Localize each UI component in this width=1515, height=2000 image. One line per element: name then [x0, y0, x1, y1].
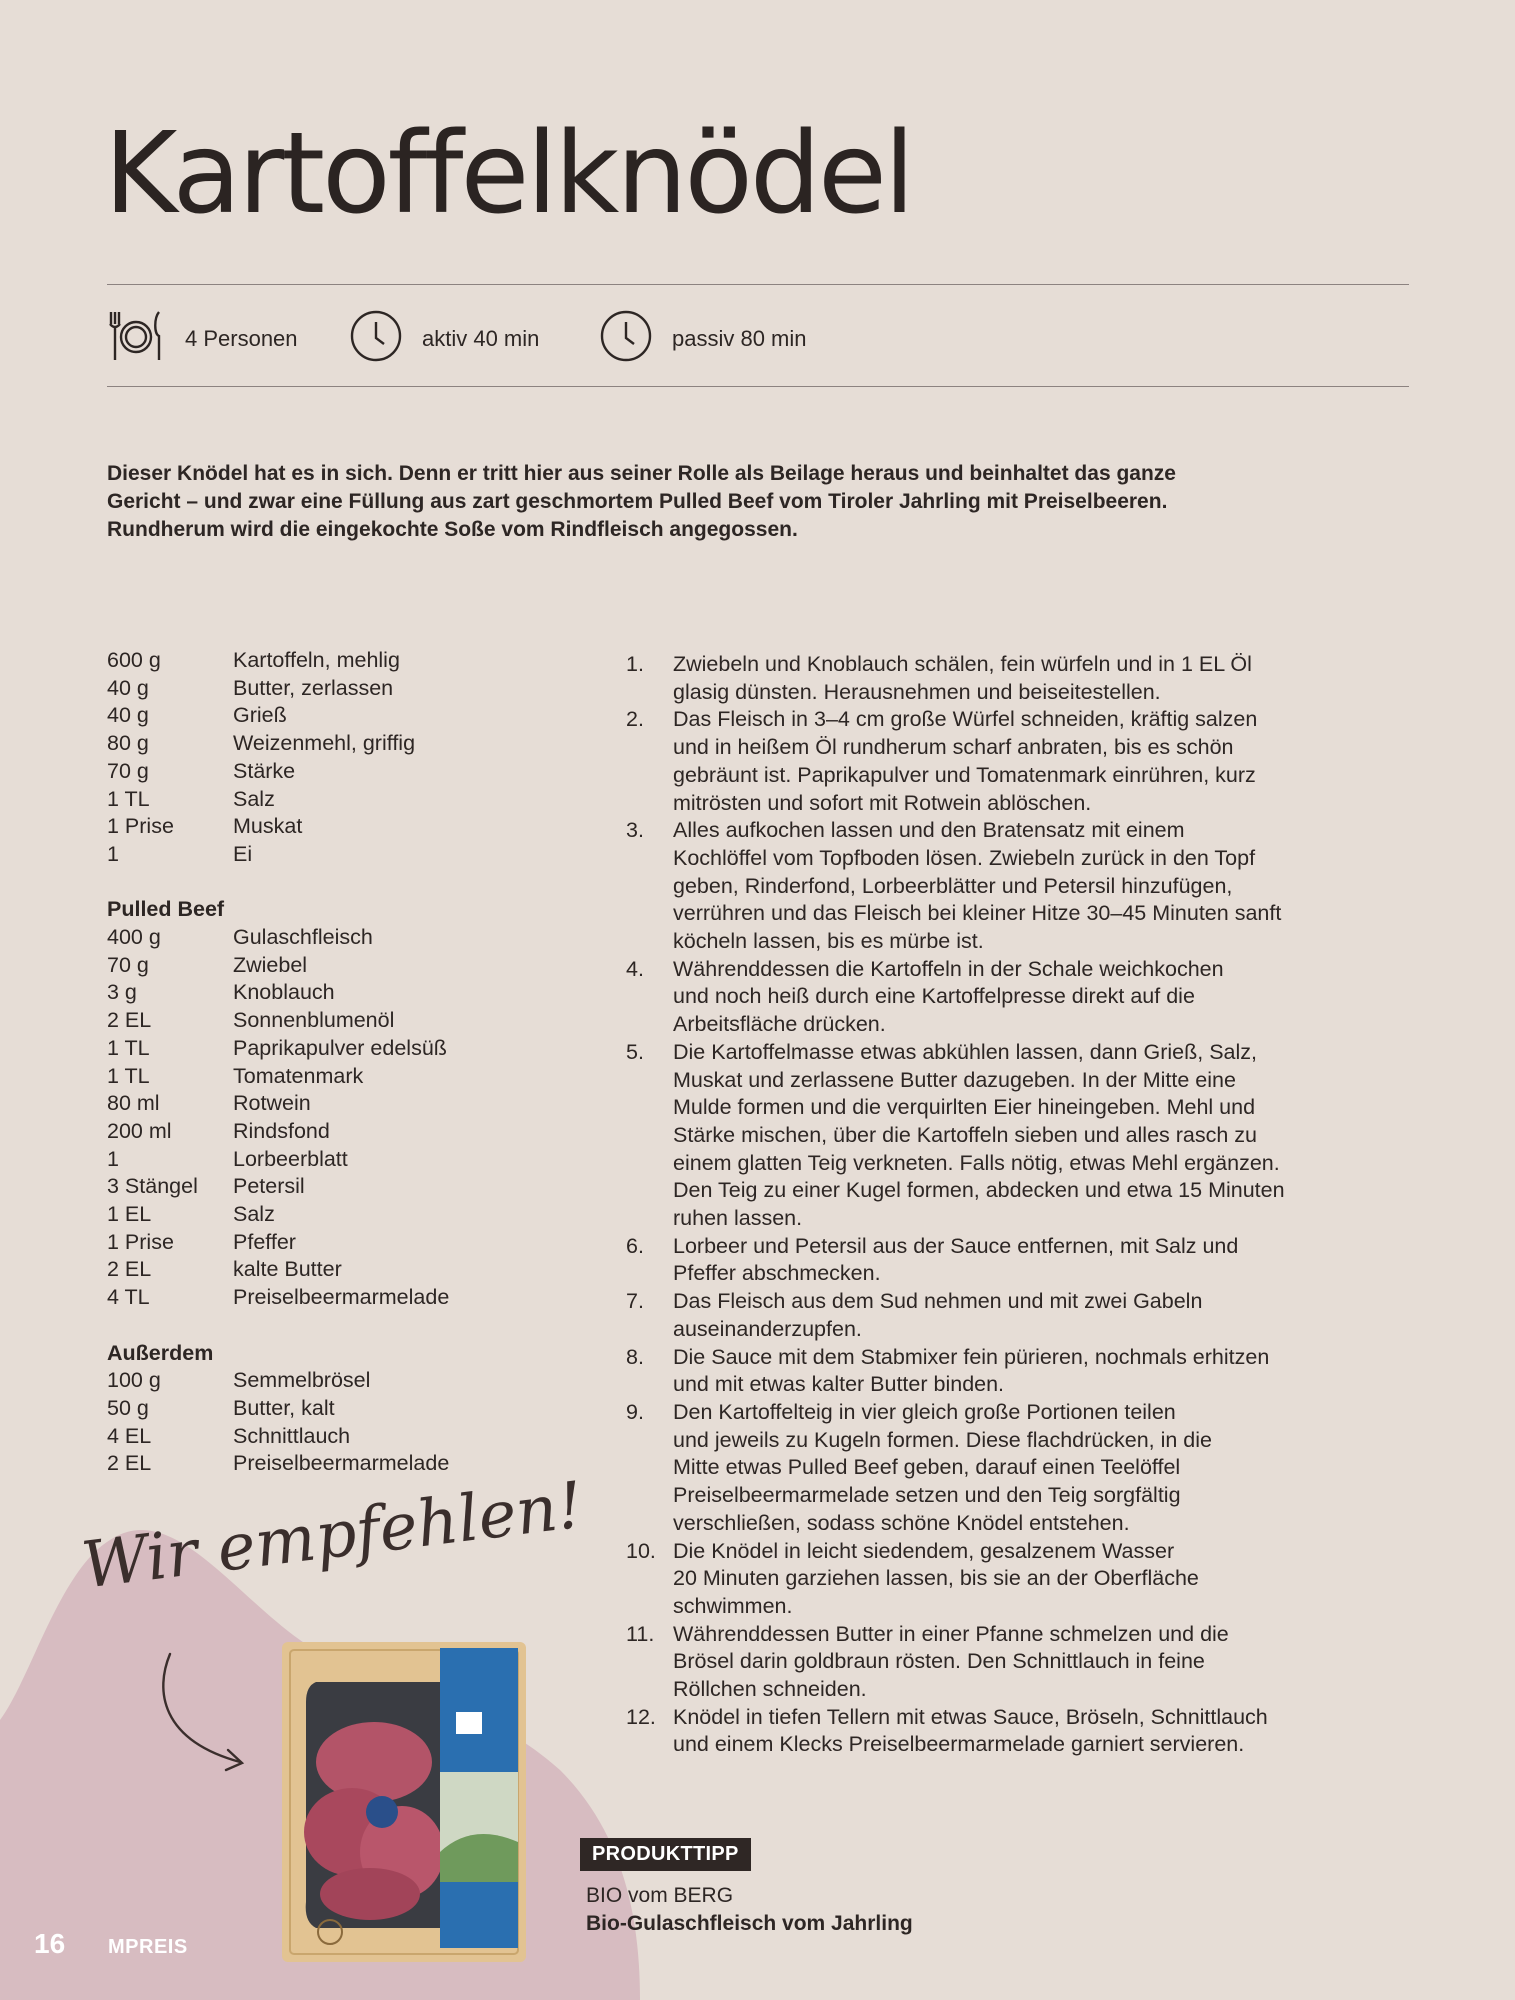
step-line: Den Teig zu einer Kugel formen, abdecken und etwa 15 Minuten [673, 1178, 1285, 1203]
passive-time-info [600, 314, 807, 364]
step-line: und in heißem Öl rundherum scharf anbraten, bis es schön [673, 735, 1234, 760]
servings-info [107, 314, 298, 364]
product-tip-badge: PRODUKTTIPP [580, 1838, 751, 1871]
ingredient-name: Knoblauch [233, 980, 335, 1005]
ingredient-quantity: 3 Stängel [107, 1174, 198, 1199]
step-line: Währenddessen Butter in einer Pfanne schmelzen und die [673, 1621, 1229, 1646]
step-number: 2. [626, 707, 644, 732]
ingredient-row [107, 924, 567, 952]
ingredient-row [107, 979, 567, 1007]
product-name: Bio-Gulaschfleisch vom Jahrling [586, 1912, 913, 1935]
plate-cutlery-icon [107, 310, 165, 368]
ingredient-name: Ei [233, 841, 253, 866]
step-number: 6. [626, 1233, 644, 1258]
step-number: 8. [626, 1344, 644, 1369]
step-text [673, 1538, 1346, 1621]
step-line: schwimmen. [673, 1593, 793, 1618]
product-brand: BIO vom BERG [586, 1884, 734, 1907]
ingredient-name: Butter, kalt [233, 1395, 335, 1420]
step-text [673, 817, 1346, 956]
ingredient-row [107, 702, 567, 730]
ingredient-quantity: 1 TL [107, 786, 150, 811]
recipe-intro: Dieser Knödel hat es in sich. Denn er tritt hier aus seiner Rolle als Beilage heraus und beinhaltet das ganze Gericht – und zwar eine Füllung aus zart geschmortem Pulled Beef vom Tiroler Jahrling mit Preiselbeeren. Rundherum wird die eingekochte Soße vom Rindfleisch angegossen. [107, 462, 1176, 541]
active-time-text: aktiv 40 min [422, 326, 540, 351]
servings-text: 4 Personen [185, 326, 298, 351]
step-text [673, 1288, 1346, 1343]
clock-icon [600, 310, 652, 368]
ingredient-name: Pfeffer [233, 1229, 296, 1254]
step-number: 5. [626, 1039, 644, 1064]
ingredient-name: Lorbeerblatt [233, 1146, 348, 1171]
step-line: und einem Klecks Preiselbeermarmelade garniert servieren. [673, 1732, 1245, 1757]
ingredient-row [107, 758, 567, 786]
step-number: 1. [626, 652, 644, 676]
ingredient-name: kalte Butter [233, 1257, 342, 1282]
step-line: Mulde formen und die verquirlten Eier hineingeben. Mehl und [673, 1095, 1256, 1120]
step-item [626, 1288, 1346, 1343]
ingredient-quantity: 1 TL [107, 1035, 150, 1060]
clock-icon [350, 310, 402, 368]
ingredient-name: Zwiebel [233, 952, 308, 977]
step-line: geben, Rinderfond, Lorbeerblätter und Petersil hinzufügen, [673, 873, 1233, 898]
ingredient-name: Gulaschfleisch [233, 925, 373, 950]
step-text [673, 1704, 1346, 1759]
curved-arrow-icon [150, 1650, 260, 1780]
step-line: verrühren und das Fleisch bei kleiner Hitze 30–45 Minuten sanft [673, 901, 1282, 926]
step-item [626, 1039, 1346, 1233]
ingredient-row [107, 1284, 567, 1312]
ingredient-quantity: 2 EL [107, 1257, 152, 1282]
product-image [282, 1642, 526, 1962]
step-item [626, 1538, 1346, 1621]
step-line: Stärke mischen, über die Kartoffeln sieben und alles rasch zu [673, 1122, 1258, 1147]
step-line: Den Kartoffelteig in vier gleich große Portionen teilen [673, 1399, 1176, 1424]
step-line: und mit etwas kalter Butter binden. [673, 1372, 1005, 1397]
step-item [626, 817, 1346, 956]
step-number: 10. [626, 1538, 656, 1563]
ingredient-name: Schnittlauch [233, 1423, 351, 1448]
step-text [673, 1039, 1346, 1233]
ingredient-name: Petersil [233, 1174, 305, 1199]
step-line: Währenddessen die Kartoffeln in der Schale weichkochen [673, 956, 1224, 981]
step-text [673, 1233, 1346, 1288]
ingredients-main [107, 647, 567, 869]
passive-time-text: passiv 80 min [672, 326, 807, 351]
step-line: Die Knödel in leicht siedendem, gesalzenem Wasser [673, 1538, 1175, 1563]
step-number: 7. [626, 1289, 644, 1314]
step-text [673, 651, 1346, 706]
step-line: glasig dünsten. Herausnehmen und beiseitestellen. [673, 679, 1161, 704]
step-line: Das Fleisch in 3–4 cm große Würfel schneiden, kräftig salzen [673, 707, 1258, 732]
top-divider [107, 284, 1409, 285]
step-number: 3. [626, 818, 644, 843]
preparation-steps [626, 651, 1346, 1759]
step-line: verschließen, sodass schöne Knödel entstehen. [673, 1510, 1130, 1535]
ingredient-quantity: 4 TL [107, 1285, 150, 1310]
recipe-title: Kartoffelknödel [104, 109, 912, 239]
ingredients-extra [107, 1367, 567, 1478]
ingredient-row [107, 1201, 567, 1229]
ingredient-row [107, 647, 567, 675]
step-line: Röllchen schneiden. [673, 1677, 867, 1702]
step-line: Arbeitsfläche drücken. [673, 1012, 886, 1037]
step-line: auseinanderzupfen. [673, 1316, 862, 1341]
ingredient-row [107, 1450, 567, 1478]
ingredients-list [107, 647, 567, 1478]
ingredient-name: Tomatenmark [233, 1063, 364, 1088]
step-line: Zwiebeln und Knoblauch schälen, fein würfeln und in 1 EL Öl [673, 652, 1252, 676]
ingredient-quantity: 1 [107, 1146, 119, 1171]
ingredient-row [107, 1367, 567, 1395]
ingredients-group-title: Pulled Beef [107, 897, 225, 922]
ingredient-quantity: 70 g [107, 952, 149, 977]
ingredient-row [107, 1035, 567, 1063]
ingredient-quantity: 3 g [107, 980, 137, 1005]
step-text [673, 706, 1346, 817]
ingredient-name: Salz [233, 1202, 275, 1227]
step-number: 9. [626, 1399, 644, 1424]
step-text [673, 1344, 1346, 1399]
step-item [626, 1399, 1346, 1538]
step-line: einem glatten Teig verkneten. Falls nötig, etwas Mehl ergänzen. [673, 1150, 1280, 1175]
ingredient-quantity: 1 EL [107, 1202, 152, 1227]
step-text [673, 1399, 1346, 1538]
ingredient-quantity: 80 ml [107, 1091, 160, 1116]
recommend-headline: Wir empfehlen! [78, 1468, 587, 1604]
ingredient-quantity: 70 g [107, 758, 149, 783]
step-line: ruhen lassen. [673, 1206, 803, 1231]
ingredient-quantity: 80 g [107, 731, 149, 756]
step-item [626, 651, 1346, 706]
ingredient-row [107, 1007, 567, 1035]
step-line: Alles aufkochen lassen und den Bratensatz mit einem [673, 818, 1185, 843]
ingredient-row [107, 841, 567, 869]
ingredients-pulled-beef [107, 924, 567, 1312]
step-item [626, 1704, 1346, 1759]
step-line: Kochlöffel vom Topfboden lösen. Zwiebeln zurück in den Topf [673, 845, 1256, 870]
step-line: Knödel in tiefen Tellern mit etwas Sauce, Bröseln, Schnittlauch [673, 1704, 1268, 1729]
active-time-info [350, 314, 539, 364]
ingredient-row [107, 1173, 567, 1201]
ingredient-quantity: 40 g [107, 675, 149, 700]
ingredient-row [107, 1118, 567, 1146]
ingredient-quantity: 1 Prise [107, 814, 174, 839]
step-line: Mitte etwas Pulled Beef geben, darauf einen Teelöffel [673, 1455, 1181, 1480]
step-line: gebräunt ist. Paprikapulver und Tomatenmark einrühren, kurz [673, 762, 1256, 787]
step-line: Die Kartoffelmasse etwas abkühlen lassen, dann Grieß, Salz, [673, 1039, 1257, 1064]
ingredient-row [107, 1395, 567, 1423]
ingredient-quantity: 1 [107, 841, 119, 866]
step-item [626, 1621, 1346, 1704]
step-line: und jeweils zu Kugeln formen. Diese flachdrücken, in die [673, 1427, 1212, 1452]
step-line: Brösel darin goldbraun rösten. Den Schnittlauch in feine [673, 1649, 1205, 1674]
step-line: Das Fleisch aus dem Sud nehmen und mit zwei Gabeln [673, 1289, 1203, 1314]
step-line: Muskat und zerlassene Butter dazugeben. In der Mitte eine [673, 1067, 1236, 1092]
ingredient-name: Muskat [233, 814, 303, 839]
step-item [626, 706, 1346, 817]
ingredient-quantity: 2 EL [107, 1008, 152, 1033]
step-line: und noch heiß durch eine Kartoffelpresse direkt auf die [673, 984, 1195, 1009]
ingredient-row [107, 730, 567, 758]
ingredient-row [107, 675, 567, 703]
step-line: mitrösten und sofort mit Rotwein ablöschen. [673, 790, 1092, 815]
step-text [673, 1621, 1346, 1704]
ingredient-name: Preiselbeermarmelade [233, 1285, 450, 1310]
ingredient-row [107, 1146, 567, 1174]
ingredient-name: Sonnenblumenöl [233, 1008, 395, 1033]
step-text [673, 956, 1346, 1039]
ingredient-quantity: 1 TL [107, 1063, 150, 1088]
step-line: Pfeffer abschmecken. [673, 1261, 881, 1286]
ingredient-row [107, 1090, 567, 1118]
step-item [626, 1344, 1346, 1399]
ingredient-name: Butter, zerlassen [233, 675, 394, 700]
ingredient-name: Rindsfond [233, 1118, 330, 1143]
ingredient-quantity: 400 g [107, 925, 161, 950]
ingredient-quantity: 50 g [107, 1395, 149, 1420]
ingredient-name: Grieß [233, 703, 287, 728]
brand-logo: MPREIS [108, 1936, 188, 1958]
step-item [626, 956, 1346, 1039]
ingredient-quantity: 600 g [107, 648, 161, 672]
ingredient-name: Stärke [233, 758, 296, 783]
ingredient-name: Kartoffeln, mehlig [233, 648, 400, 672]
ingredient-name: Paprikapulver edelsüß [233, 1035, 447, 1060]
page-number: 16 [34, 1928, 66, 1959]
step-line: Preiselbeermarmelade setzen und den Teig sorgfältig [673, 1483, 1181, 1508]
ingredient-quantity: 200 ml [107, 1118, 172, 1143]
ingredient-quantity: 40 g [107, 703, 149, 728]
step-line: köcheln lassen, bis es mürbe ist. [673, 929, 984, 954]
ingredient-row [107, 1256, 567, 1284]
ingredient-quantity: 2 EL [107, 1451, 152, 1476]
ingredient-name: Preiselbeermarmelade [233, 1451, 450, 1476]
step-line: Die Sauce mit dem Stabmixer fein pürieren, nochmals erhitzen [673, 1344, 1270, 1369]
ingredient-quantity: 1 Prise [107, 1229, 174, 1254]
step-item [626, 1233, 1346, 1288]
ingredient-name: Semmelbrösel [233, 1368, 371, 1393]
ingredient-name: Salz [233, 786, 275, 811]
ingredient-row [107, 786, 567, 814]
step-line: Lorbeer und Petersil aus der Sauce entfernen, mit Salz und [673, 1233, 1239, 1258]
step-line: 20 Minuten garziehen lassen, bis sie an der Oberfläche [673, 1566, 1199, 1591]
ingredient-row [107, 813, 567, 841]
ingredient-row [107, 1063, 567, 1091]
bottom-divider [107, 386, 1409, 387]
ingredient-name: Weizenmehl, griffig [233, 731, 416, 756]
step-number: 11. [626, 1621, 655, 1646]
ingredient-quantity: 100 g [107, 1368, 161, 1393]
step-number: 12. [626, 1704, 656, 1729]
ingredient-row [107, 1423, 567, 1451]
ingredient-name: Rotwein [233, 1091, 311, 1116]
ingredients-group-title: Außerdem [107, 1340, 214, 1365]
ingredient-row [107, 952, 567, 980]
ingredient-quantity: 4 EL [107, 1423, 152, 1448]
ingredient-row [107, 1229, 567, 1257]
step-number: 4. [626, 956, 644, 981]
